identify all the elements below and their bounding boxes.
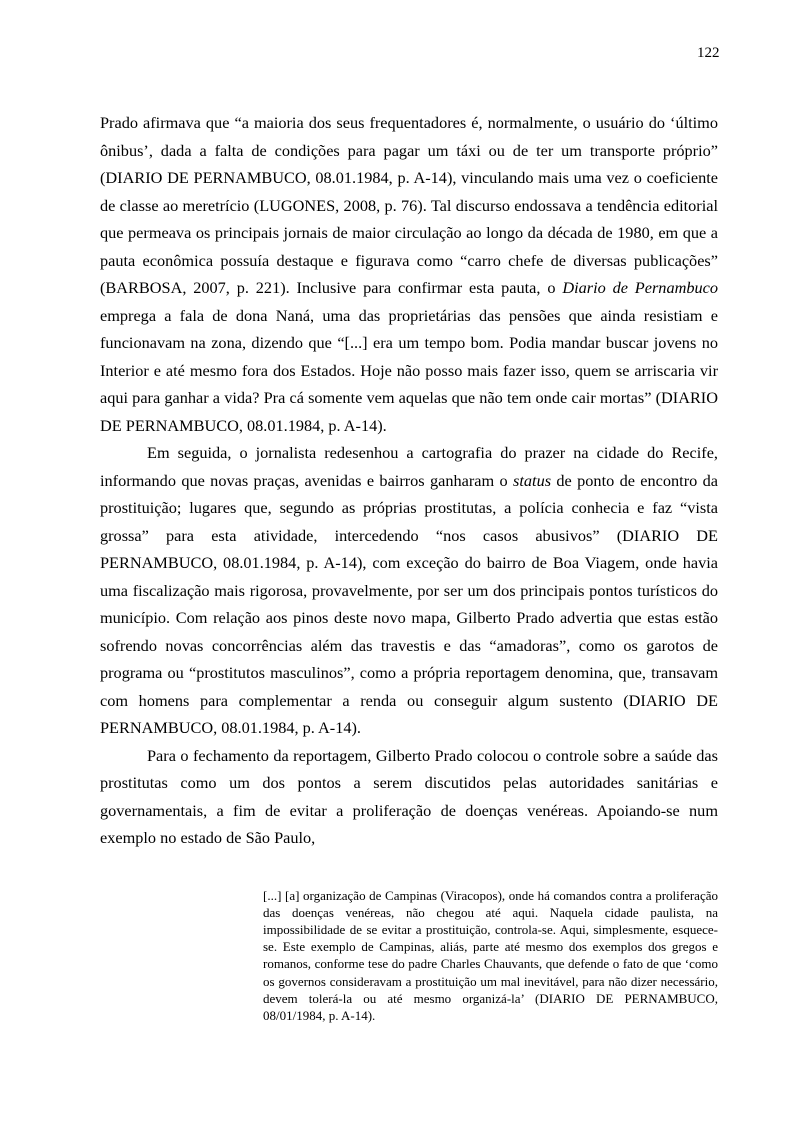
- page-number: 122: [697, 45, 720, 61]
- paragraph-3: [100, 742, 718, 852]
- paragraph-3-text: Para o fechamento da reportagem, Gilberto Prado colocou o controle sobre a saúde das prostitutas como um dos pontos a serem discutidos pelas autoridades sanitárias e governamentais, a fim de evitar a proliferação de doenças venéreas. Apoiando-se num exemplo no estado de São Paulo,: [100, 745, 718, 847]
- status-term-italic: status: [513, 470, 552, 490]
- paragraph-2: [100, 439, 718, 742]
- block-quote: [...] [a] organização de Campinas (Viracopos), onde há comandos contra a proliferação das doenças venéreas, não chegou até aqui. Naquela cidade paulista, na impossibilidade de se evitar a prostituição, controla-se. Aqui, simplesmente, esquece-se. Este exemplo de Campinas, aliás, parte até mesmo dos exemplos dos gregos e romanos, conforme tese do padre Charles Chauvants, que defende o fato de que ‘como os governos consideravam a prostituição um mal inevitável, para não dizer necessário, devem tolerá-la ou até mesmo organizá-la’ (DIARIO DE PERNAMBUCO, 08/01/1984, p. A-14).: [263, 887, 718, 1023]
- paragraph-1: [100, 109, 718, 439]
- paragraph-2-text-continued: de ponto de encontro da prostituição; lugares que, segundo as próprias prostitutas, a polícia conhecia e faz “vista grossa” para esta atividade, intercedendo “nos casos abusivos” (DIARIO DE PERNAMBUCO, 08.01.1984, p. A-14), com exceção do bairro de Boa Viagem, onde havia uma fiscalização mais rigorosa, provavelmente, por ser um dos principais pontos turísticos do município. Com relação aos pinos deste novo mapa, Gilberto Prado advertia que estas estão sofrendo novas concorrências além das travestis e das “amadoras”, como os garotos de programa ou “prostitutos masculinos”, como a própria reportagem denomina, que, transavam com homens para complementar a renda ou conseguir algum sustento (DIARIO DE PERNAMBUCO, 08.01.1984, p. A-14).: [100, 470, 718, 737]
- paragraph-1-text: Prado afirmava que “a maioria dos seus frequentadores é, normalmente, o usuário do ‘último ônibus’, dada a falta de condições para pagar um táxi ou de ter um transporte próprio” (DIARIO DE PERNAMBUCO, 08.01.1984, p. A-14), vinculando mais uma vez o coeficiente de classe ao meretrício (LUGONES, 2008, p. 76). Tal discurso endossava a tendência editorial que permeava os principais jornais de maior circulação ao longo da década de 1980, em que a pauta econômica possuía destaque e figurava como “carro chefe de diversas publicações” (BARBOSA, 2007, p. 221). Inclusive para confirmar esta pauta, o: [100, 113, 718, 297]
- paragraph-2-text: Em seguida, o jornalista redesenhou a cartografia do prazer na cidade do Recife, informando que novas praças, avenidas e bairros ganharam o: [100, 443, 718, 490]
- page-content: [100, 109, 718, 1024]
- paragraph-1-text-continued: emprega a fala de dona Naná, uma das proprietárias das pensões que ainda resistiam e funcionavam na zona, dizendo que “[...] era um tempo bom. Podia mandar buscar jovens no Interior e até mesmo fora dos Estados. Hoje não posso mais fazer isso, quem se arriscaria vir aqui para ganhar a vida? Pra cá somente vem aquelas que não tem onde cair mortas” (DIARIO DE PERNAMBUCO, 08.01.1984, p. A-14).: [100, 305, 718, 435]
- journal-title-italic: Diario de Pernambuco: [562, 278, 718, 297]
